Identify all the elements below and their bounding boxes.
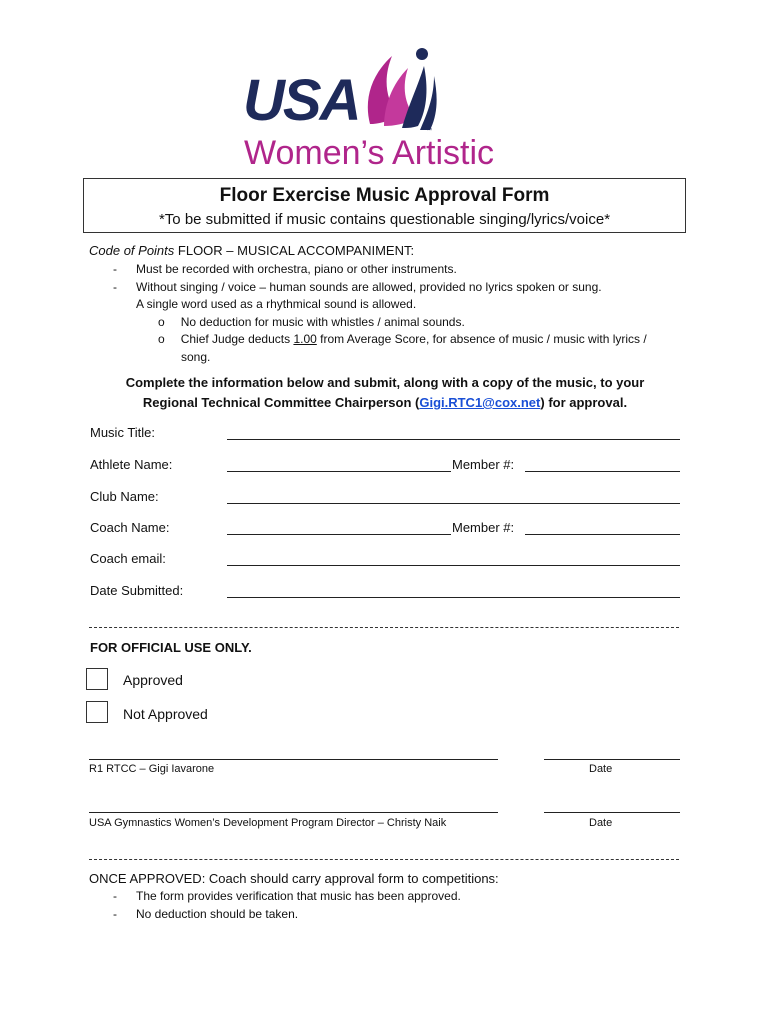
list-item: - No deduction should be taken. — [113, 907, 299, 921]
logo-subtitle: Women’s Artistic — [244, 134, 495, 172]
official-use-heading: FOR OFFICIAL USE ONLY. — [90, 640, 252, 655]
not-approved-label: Not Approved — [123, 706, 208, 722]
music-title-field[interactable] — [227, 439, 680, 440]
rule-subitem-continuation: song. — [181, 349, 211, 364]
code-of-points-rest: FLOOR – MUSICAL ACCOMPANIMENT: — [174, 243, 415, 258]
coach-name-field[interactable] — [227, 534, 451, 535]
not-approved-checkbox[interactable] — [86, 701, 108, 723]
rule-item: - Without singing / voice – human sounds are allowed, provided no lyrics spoken or sung. — [113, 279, 602, 294]
approved-label: Approved — [123, 672, 183, 688]
rule-subitem: o No deduction for music with whistles / animal sounds. — [158, 314, 465, 329]
coach-email-field[interactable] — [227, 565, 680, 566]
rtcc-signature-line[interactable] — [89, 759, 498, 760]
code-of-points-italic: Code of Points — [89, 243, 175, 258]
director-signature-line[interactable] — [89, 812, 498, 813]
athlete-name-label: Athlete Name: — [90, 457, 173, 472]
rule-item: - Must be recorded with orchestra, piano or other instruments. — [113, 262, 457, 276]
logo-usa-text: USA — [243, 68, 360, 133]
coach-member-field[interactable] — [525, 534, 680, 535]
form-subtitle: *To be submitted if music contains questionable singing/lyrics/voice* — [158, 211, 611, 228]
rtcc-signature-label: R1 RTCC – Gigi Iavarone — [89, 763, 215, 775]
dashed-separator-2 — [89, 859, 679, 860]
form-title: Floor Exercise Music Approval Form — [219, 185, 550, 206]
athlete-member-field[interactable] — [525, 471, 680, 472]
once-approved-list — [113, 887, 461, 923]
rtc-email-link[interactable]: Gigi.RTC1@cox.net — [419, 395, 541, 410]
rules-list — [113, 261, 647, 366]
submission-instructions: Complete the information below and submit, along with a copy of the music, to your Regional Technical Committee Chairperson (Gigi.RTC1@cox.net) for approval. — [125, 375, 645, 410]
date-submitted-label: Date Submitted: — [90, 583, 184, 598]
dashed-separator — [89, 627, 679, 628]
rtcc-date-label: Date — [589, 763, 613, 775]
rtcc-date-line[interactable] — [544, 759, 680, 760]
list-item: - The form provides verification that music has been approved. — [113, 889, 461, 903]
music-title-label: Music Title: — [90, 425, 156, 440]
deduction-value: 1.00 — [293, 332, 317, 346]
code-of-points-heading — [89, 243, 414, 258]
coach-name-label: Coach Name: — [90, 520, 170, 535]
club-name-label: Club Name: — [90, 489, 159, 504]
director-date-line[interactable] — [544, 812, 680, 813]
coach-member-label: Member #: — [452, 520, 515, 535]
coach-email-label: Coach email: — [90, 551, 166, 566]
director-signature-label: USA Gymnastics Women’s Development Program Director – Christy Naik — [89, 817, 447, 829]
rule-subitem: o Chief Judge deducts 1.00 from Average Score, for absence of music / music with lyrics / — [158, 332, 647, 346]
director-date-label: Date — [589, 817, 613, 829]
date-submitted-field[interactable] — [227, 597, 680, 598]
gymnast-flame-logo-icon — [362, 46, 440, 134]
club-name-field[interactable] — [227, 503, 680, 504]
athlete-name-field[interactable] — [227, 471, 451, 472]
once-approved-heading: ONCE APPROVED: Coach should carry approval form to competitions: — [89, 871, 499, 886]
athlete-member-label: Member #: — [452, 457, 515, 472]
rule-item-continuation: A single word used as a rhythmical sound is allowed. — [136, 297, 417, 311]
trademark-symbol: ™ — [426, 128, 432, 134]
title-box — [83, 178, 686, 233]
approved-checkbox[interactable] — [86, 668, 108, 690]
